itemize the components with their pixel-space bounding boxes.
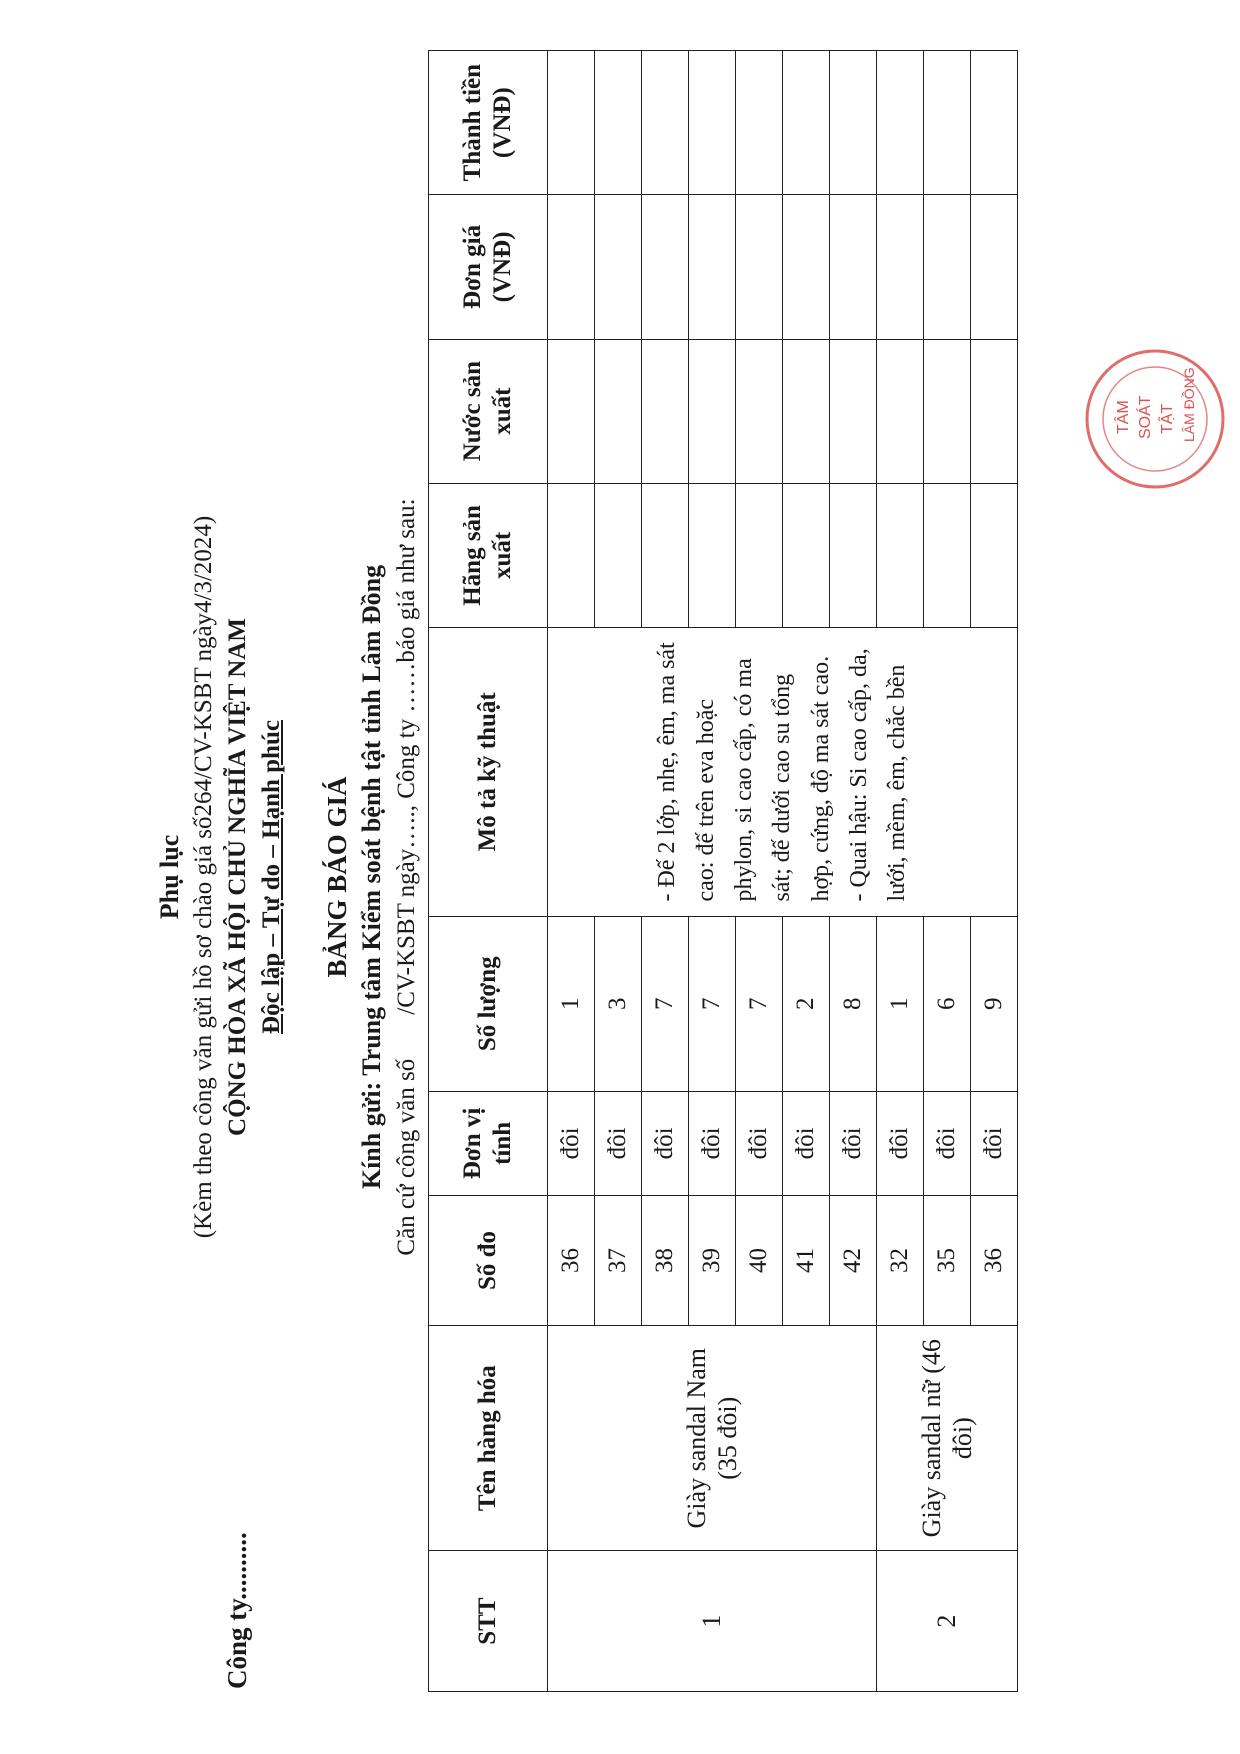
cell-unit: đôi [783, 1091, 830, 1195]
cell-total [783, 51, 830, 195]
cell-unit-price [877, 195, 924, 339]
cell-country [548, 339, 595, 483]
cell-unit-price [736, 195, 783, 339]
cell-size: 37 [595, 1195, 642, 1325]
col-spec: Mô tả kỹ thuật [429, 628, 548, 917]
col-stt: STT [429, 1551, 548, 1692]
cell-manufacturer [877, 483, 924, 627]
cell-qty: 1 [548, 916, 595, 1091]
group-name: Giày sandal Nam (35 đôi) [548, 1326, 877, 1551]
appendix-title: Phụ lục [155, 834, 184, 920]
col-country: Nước sản xuất [429, 339, 548, 483]
basis-left: Căn cứ công văn số [393, 1058, 420, 1256]
cell-qty: 3 [595, 916, 642, 1091]
national-motto [258, 0, 286, 1754]
table-row [548, 51, 595, 1692]
cell-country [736, 339, 783, 483]
cell-unit-price [971, 195, 1018, 339]
cell-country [595, 339, 642, 483]
cell-unit: đôi [971, 1091, 1018, 1195]
cell-qty: 1 [877, 916, 924, 1091]
cell-unit-price [595, 195, 642, 339]
cell-country [924, 339, 971, 483]
cell-size: 35 [924, 1195, 971, 1325]
attachment-note: (Kèm theo công văn gửi hồ sơ chào giá số264/CV-KSBT ngày4/3/2024) [190, 515, 217, 1239]
cell-country [877, 339, 924, 483]
cell-total [548, 51, 595, 195]
cell-unit: đôi [595, 1091, 642, 1195]
company-name: Công ty.......... [222, 1532, 252, 1689]
cell-manufacturer [783, 483, 830, 627]
cell-size: 39 [689, 1195, 736, 1325]
cell-total [971, 51, 1018, 195]
spec-line: - Quai hậu: Si cao cấp, da, lưới, mềm, êm, chắc bền [846, 648, 911, 902]
technical-spec [548, 628, 1018, 917]
cell-size: 36 [971, 1195, 1018, 1325]
cell-country [971, 339, 1018, 483]
cell-unit: đôi [642, 1091, 689, 1195]
cell-manufacturer [924, 483, 971, 627]
cell-country [642, 339, 689, 483]
cell-total [595, 51, 642, 195]
cell-size: 32 [877, 1195, 924, 1325]
official-stamp-icon [1080, 344, 1230, 494]
cell-unit: đôi [689, 1091, 736, 1195]
col-item-name: Tên hàng hóa [429, 1326, 548, 1551]
col-total: Thành tiền (VNĐ) [429, 51, 548, 195]
recipient-line: Kính gửi: Trung tâm Kiểm soát bệnh tật tỉnh Lâm Đồng [357, 564, 386, 1190]
cell-unit-price [783, 195, 830, 339]
motto-text: Độc lập – Tự do – Hạnh phúc [258, 720, 285, 1034]
cell-country [689, 339, 736, 483]
svg-text:TẬT: TẬT [1159, 403, 1176, 434]
group-stt: 2 [877, 1551, 1018, 1692]
cell-manufacturer [595, 483, 642, 627]
col-unit-price: Đơn giá (VNĐ) [429, 195, 548, 339]
cell-manufacturer [642, 483, 689, 627]
cell-unit-price [689, 195, 736, 339]
cell-total [830, 51, 877, 195]
col-manufacturer: Hãng sản xuất [429, 483, 548, 627]
spec-line: - Đế 2 lớp, nhẹ, êm, ma sát cao: đế trên eva hoặc phylon, si cao cấp, có ma sát; đế dưới cao su tổng hợp, cứng, độ ma sát cao. [654, 642, 834, 902]
cell-qty: 7 [642, 916, 689, 1091]
cell-size: 36 [548, 1195, 595, 1325]
cell-unit-price [924, 195, 971, 339]
cell-size: 40 [736, 1195, 783, 1325]
svg-text:TÂM: TÂM [1115, 400, 1132, 434]
cell-unit: đôi [548, 1091, 595, 1195]
cell-unit: đôi [830, 1091, 877, 1195]
table-header-row [429, 51, 548, 1692]
cell-size: 41 [783, 1195, 830, 1325]
cell-qty: 6 [924, 916, 971, 1091]
cell-total [689, 51, 736, 195]
cell-total [642, 51, 689, 195]
cell-size: 42 [830, 1195, 877, 1325]
cell-qty: 8 [830, 916, 877, 1091]
cell-qty: 9 [971, 916, 1018, 1091]
svg-text:SOÁT: SOÁT [1137, 395, 1154, 439]
cell-unit-price [548, 195, 595, 339]
cell-total [877, 51, 924, 195]
svg-text:LÂM ĐỒNG: LÂM ĐỒNG [1181, 367, 1197, 442]
cell-manufacturer [548, 483, 595, 627]
cell-unit-price [642, 195, 689, 339]
cell-manufacturer [971, 483, 1018, 627]
group-stt: 1 [548, 1551, 877, 1692]
basis-line [393, 0, 421, 1754]
col-size: Số đo [429, 1195, 548, 1325]
col-unit: Đơn vị tính [429, 1091, 548, 1195]
basis-right: /CV-KSBT ngày….., Công ty ……báo giá như sau: [393, 498, 420, 1015]
cell-manufacturer [830, 483, 877, 627]
price-quote-table [428, 50, 1018, 1692]
cell-unit-price [830, 195, 877, 339]
cell-qty: 2 [783, 916, 830, 1091]
cell-unit: đôi [736, 1091, 783, 1195]
cell-unit: đôi [924, 1091, 971, 1195]
cell-manufacturer [736, 483, 783, 627]
cell-unit: đôi [877, 1091, 924, 1195]
cell-total [924, 51, 971, 195]
cell-total [736, 51, 783, 195]
cell-country [830, 339, 877, 483]
cell-manufacturer [689, 483, 736, 627]
group-name: Giày sandal nữ (46 đôi) [877, 1326, 1018, 1551]
cell-size: 38 [642, 1195, 689, 1325]
document-title: BẢNG BÁO GIÁ [322, 776, 352, 978]
cell-qty: 7 [736, 916, 783, 1091]
cell-qty: 7 [689, 916, 736, 1091]
cell-country [783, 339, 830, 483]
national-title: CỘNG HÒA XÃ HỘI CHỦ NGHĨA VIỆT NAM [224, 618, 251, 1136]
col-quantity: Số lượng [429, 916, 548, 1091]
